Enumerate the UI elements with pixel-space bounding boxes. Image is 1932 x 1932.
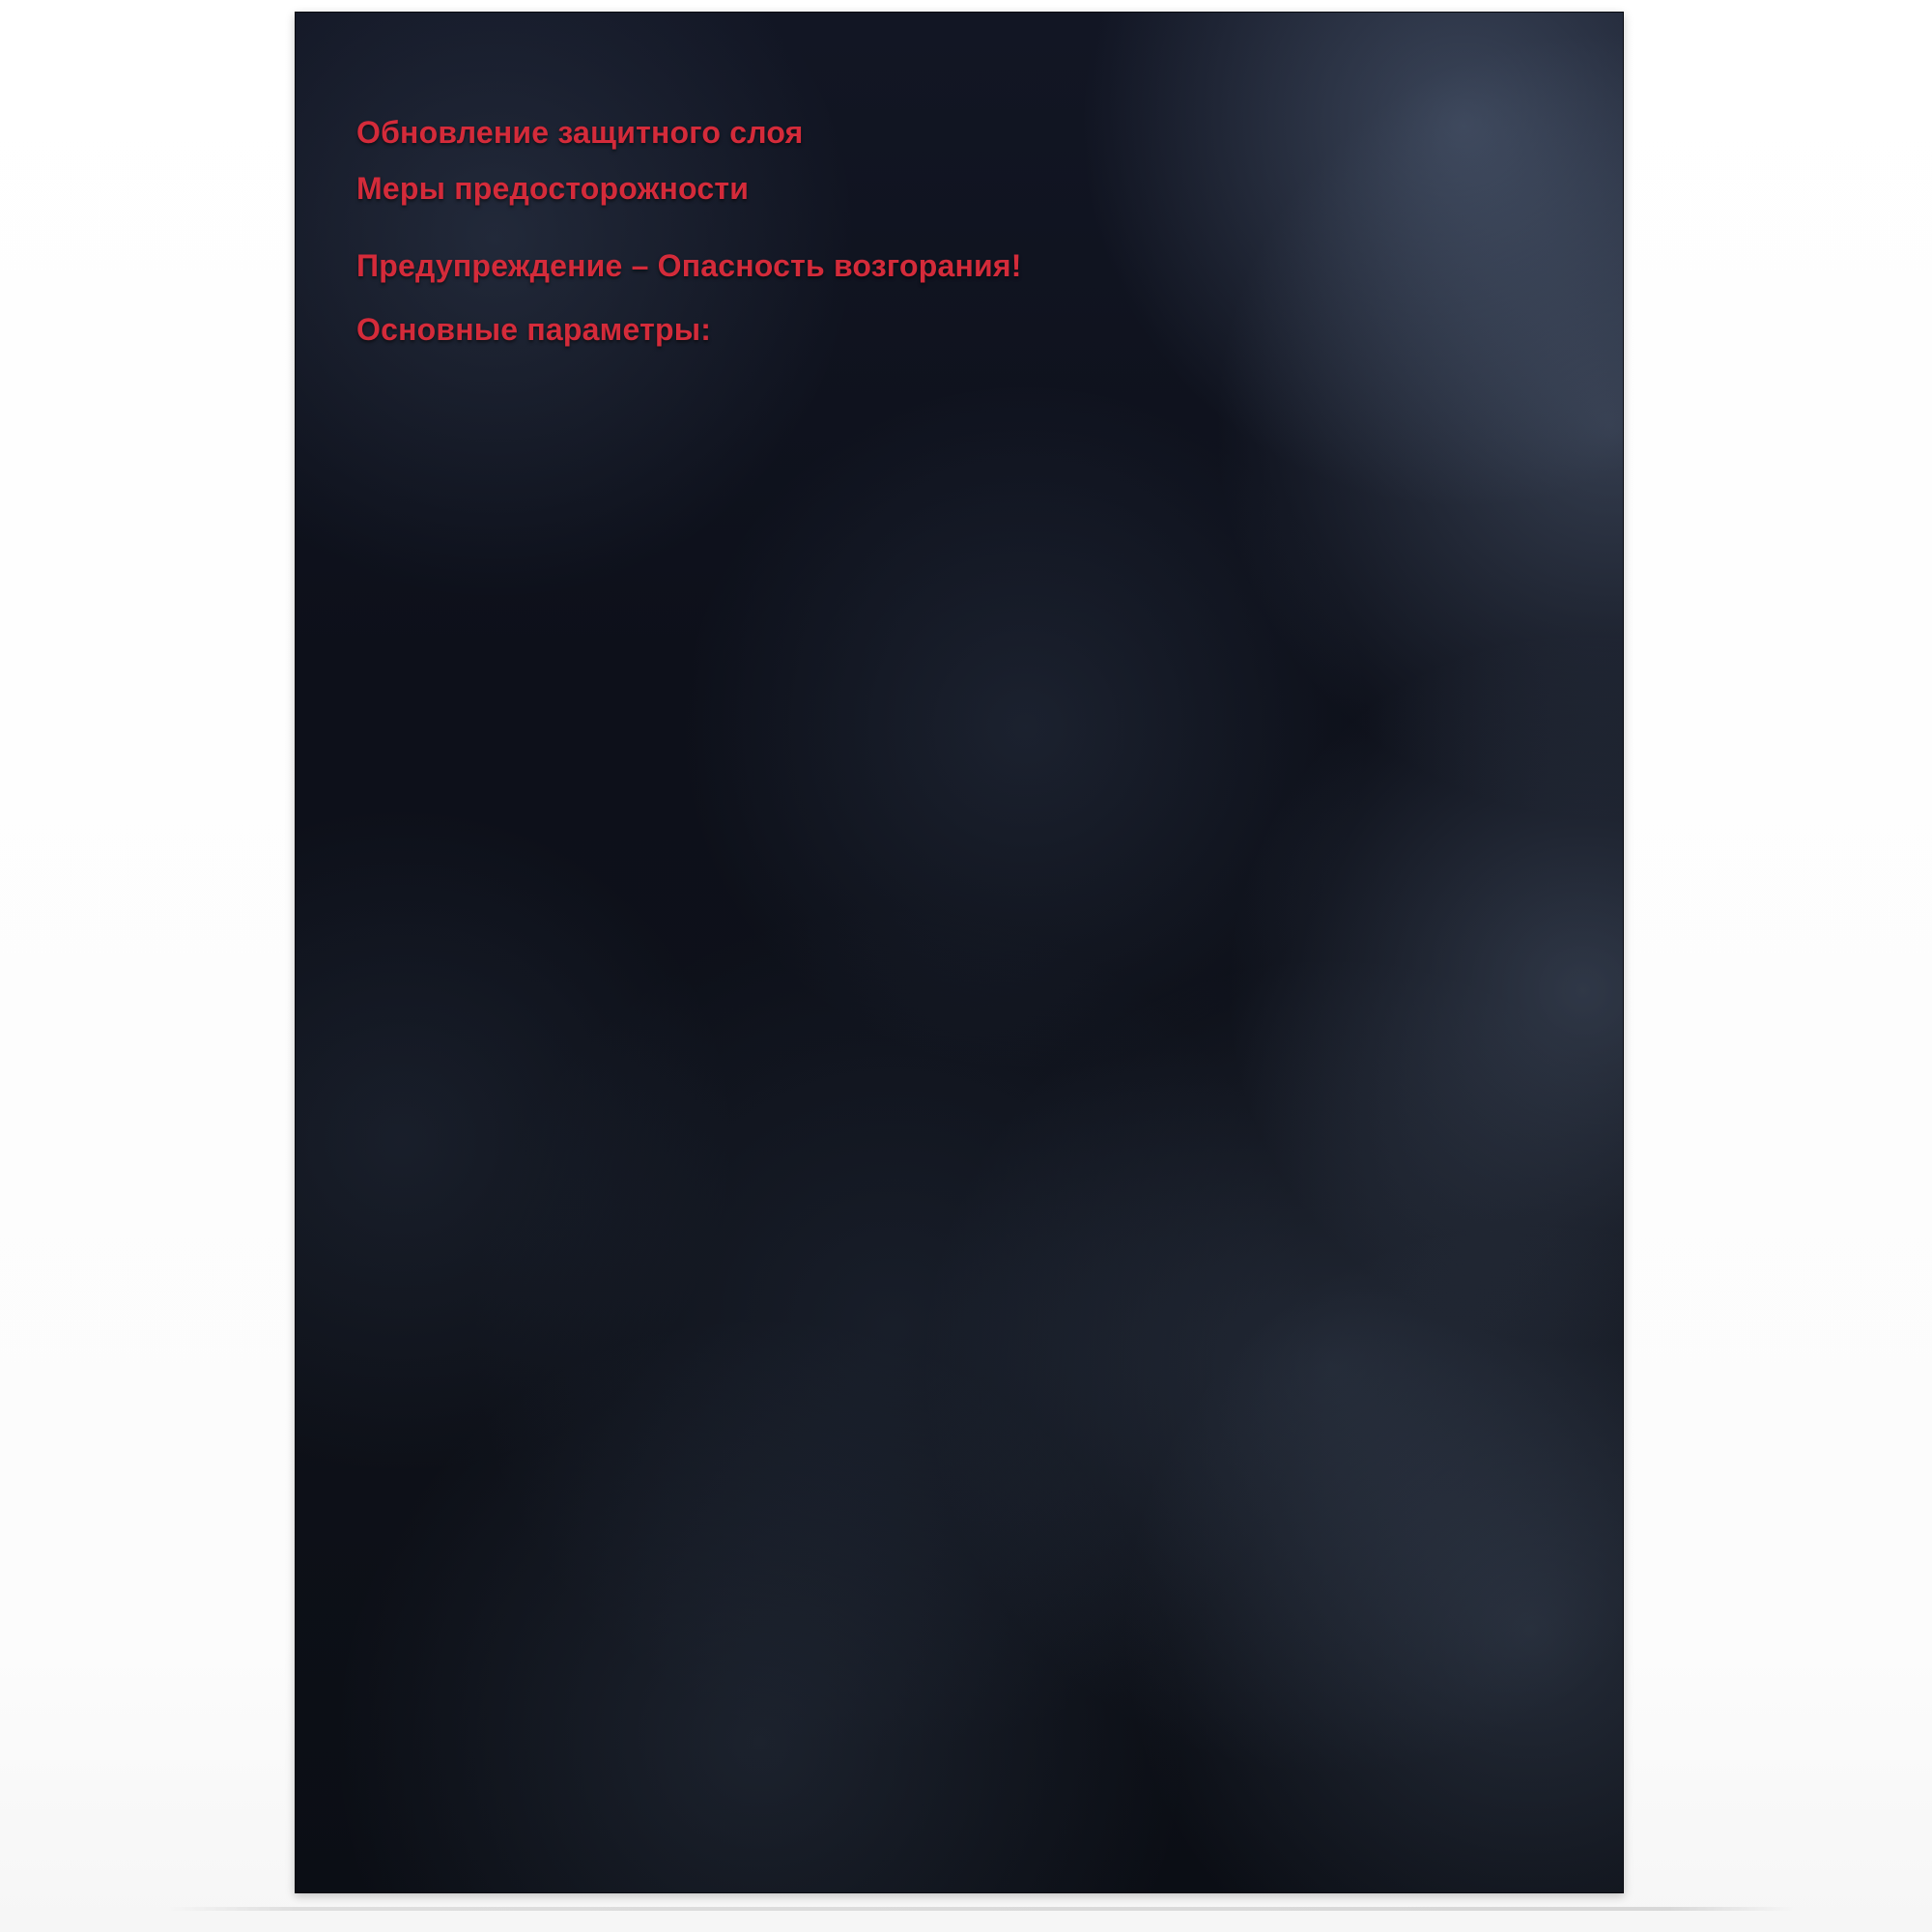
section-heading: Обновление защитного слоя bbox=[356, 115, 804, 150]
instruction-card bbox=[295, 12, 1624, 1893]
section-heading: Основные параметры: bbox=[356, 312, 712, 347]
section-main-parameters bbox=[296, 307, 1623, 352]
section-fire-warning bbox=[296, 243, 1623, 288]
card-bottom-shadow bbox=[164, 1907, 1797, 1911]
section-heading: Меры предосторожности bbox=[356, 171, 750, 206]
section-precautions bbox=[296, 166, 1623, 211]
section-heading: Предупреждение – Опасность возгорания! bbox=[356, 248, 1022, 283]
section-coating-renewal bbox=[296, 110, 1623, 155]
